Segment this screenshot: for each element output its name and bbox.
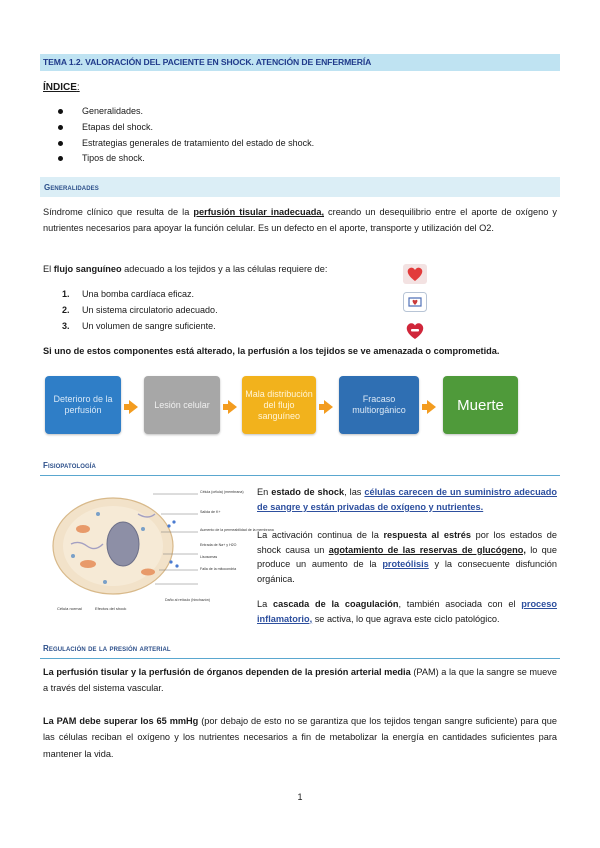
section-heading: Regulación de la presión arterial (43, 644, 171, 653)
warning-paragraph: Si uno de estos componentes está alterado, la perfusión a los tejidos se ve amenazada o comprometida. (43, 346, 500, 356)
bullet-icon (58, 109, 63, 114)
requirement-icons (403, 264, 429, 348)
figure-label: Lisosomas (200, 555, 218, 559)
flow-step-label: Lesión celular (154, 399, 210, 410)
index-colon: : (76, 82, 80, 93)
text-run: La (257, 599, 273, 609)
text-run: creando un desequilibrio entre el aporte de oxígeno y nutrientes necesarios para apoyar la función celular. Es un defecto en el aporte, transporte y utilización del O2. (43, 207, 557, 234)
fisiopatologia-paragraph-1 (257, 485, 557, 514)
flow-step-label: Mala distribución del flujo sanguíneo (245, 388, 313, 421)
figure-caption: Célula normal (57, 606, 82, 611)
bullet-icon (58, 125, 63, 130)
arrow-right-icon (324, 400, 333, 414)
index-item (58, 104, 314, 120)
text-run: En (257, 487, 272, 497)
text-run: (por debajo de esto no se garantiza que los tejidos tengan sangre suficiente) (198, 716, 518, 726)
fisiopatologia-paragraph-2 (257, 528, 557, 586)
item-text: Un volumen de sangre suficiente. (82, 320, 216, 331)
regulacion-paragraph-1 (43, 664, 557, 697)
arrow-right-icon (427, 400, 436, 414)
text-run: (PAM) a la que la sangre se mueve a través del sistema vascular. (43, 667, 557, 694)
item-text: Un sistema circulatorio adecuado. (82, 304, 218, 315)
section-fisiopatologia (40, 459, 560, 476)
item-text: Una bomba cardíaca eficaz. (82, 289, 195, 299)
text-run: por los estados de shock causa un (257, 530, 557, 555)
figure-label: Célula (célula) (membrana) (200, 490, 244, 494)
section-heading: Generalidades (44, 183, 99, 192)
text-run: y la consecuente disfunción orgánica. (257, 559, 557, 584)
section-heading: Fisiopatología (43, 461, 96, 470)
bullet-icon (58, 141, 63, 146)
figure-label: Falla de la mitocondria (200, 567, 237, 571)
flow-step (242, 376, 316, 434)
page-number: 1 (297, 792, 303, 802)
requirement-item (62, 303, 218, 319)
regulacion-paragraph-2 (43, 713, 557, 762)
item-number: 3. (62, 320, 70, 331)
bold-text: La PAM debe superar los 65 mmHg (43, 716, 199, 726)
highlight-link-text: proceso inflamatorio, (257, 599, 557, 624)
flow-step (144, 376, 220, 434)
requirement-item (62, 319, 218, 335)
text-run: se activa, lo que agrava este ciclo patológico. (312, 613, 500, 624)
flow-step (45, 376, 121, 434)
highlight-link-text: proteólisis (382, 559, 429, 570)
index-item-text: Generalidades. (82, 106, 144, 116)
index-item (58, 136, 314, 152)
index-item (58, 151, 314, 167)
bullet-icon (58, 156, 63, 161)
bold-text: respuesta al estrés (383, 530, 471, 540)
text-run: El (43, 264, 54, 274)
flow-step-label: Deterioro de la perfusión (53, 394, 113, 415)
index-heading (43, 82, 80, 93)
cell-shock-illustration (43, 484, 274, 614)
text-run: , las (344, 487, 365, 497)
text-run: La activación continua de la (257, 530, 384, 540)
index-list (58, 104, 314, 167)
bold-text: cascada de la coagulación (272, 599, 399, 609)
flow-step-label: Fracaso multiorgánico (352, 394, 406, 415)
item-number: 2. (62, 304, 70, 315)
index-item-text: Tipos de shock. (82, 153, 145, 164)
bold-text: La perfusión tisular y la perfusión de órganos dependen de la presión arterial media (43, 667, 411, 677)
section-generalidades (40, 177, 560, 197)
flow-paragraph (43, 261, 557, 277)
flow-step-label: Muerte (457, 396, 504, 414)
item-number: 1. (62, 289, 70, 299)
index-item (58, 120, 314, 136)
section-regulacion (40, 642, 560, 659)
flow-step (339, 376, 419, 434)
requirement-item (62, 287, 218, 303)
figure-label: Aumento de la permeabilidad de la membrana (200, 528, 274, 532)
text-run: adecuado a los tejidos y a las células requiere de: (121, 264, 328, 274)
index-item-text: Etapas del shock. (82, 121, 154, 132)
text-run: Síndrome clínico que resulta de la (43, 207, 194, 217)
blood-drop-icon (403, 320, 427, 340)
emphasis-text: perfusión tisular inadecuada, (193, 207, 324, 217)
highlight-link-text: células carecen de un suministro adecuado de sangre y están privadas de oxígeno y nutrientes. (257, 487, 558, 512)
shock-flow-diagram (40, 370, 520, 440)
index-item-text: Estrategias generales de tratamiento del estado de shock. (82, 137, 315, 148)
heart-pump-icon (403, 264, 427, 284)
index-label: ÍNDICE (43, 82, 77, 93)
figure-label: Entrada de Na+ y H2O (200, 543, 237, 547)
figure-label: Daño al retículo (hinchazón) (165, 598, 210, 602)
figure-label: Salida de K+ (200, 510, 221, 514)
fisiopatologia-paragraph-3 (257, 597, 557, 626)
text-run: lo que produce un aumento de la (257, 544, 557, 570)
document-title: TEMA 1.2. VALORACIÓN DEL PACIENTE EN SHOCK. ATENCIÓN DE ENFERMERÍA (40, 54, 560, 71)
definition-paragraph (43, 204, 557, 237)
figure-caption: Efectos del shock (95, 606, 127, 611)
emphasis-text: agotamiento de las reservas de glucógeno, (328, 544, 526, 555)
bold-text: estado de shock (271, 487, 345, 497)
flow-step (443, 376, 518, 434)
arrow-right-icon (129, 400, 138, 414)
text-run: , también asociada con el (398, 599, 522, 609)
requirements-list (62, 287, 218, 334)
arrow-right-icon (228, 400, 237, 414)
circulation-icon (403, 292, 427, 312)
text-run: para que las células reciban el oxígeno y los nutrientes necesarios a fin de metabolizar la energía en cantidades suficientes para mantener la vida. (43, 716, 557, 759)
bold-text: flujo sanguíneo (53, 264, 122, 274)
